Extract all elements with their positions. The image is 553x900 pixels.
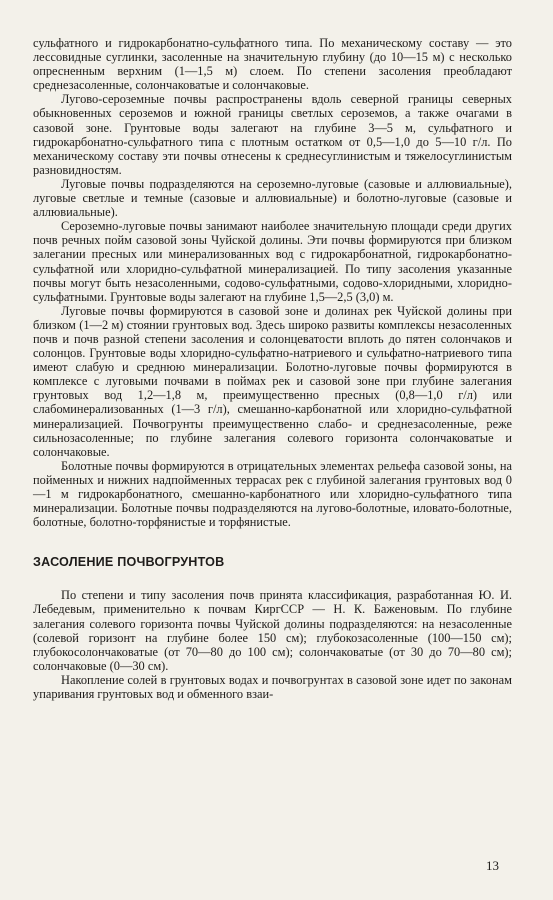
paragraph-bolotnye: Болотные почвы формируются в отрицательных элементах рельефа сазовой зоны, на пойменных и нижних надпойменных террасах рек с глубиной залегания грунтовых вод 0—1 м гидрокарбонатного, смешанно-карбонатного или хлоридно-сульфатного типа минерализации. Болотные почвы подразделяются на лугово-болотные, иловато-болотные, болотные, болотно-торфянистые и торфянистые. — [33, 458, 512, 530]
paragraph-continuation: сульфатного и гидрокарбонатно-сульфатного типа. По механическому составу — это лессовидные суглинки, засоленные на значительную глубину (до 10—15 м) с несколько опресненным верхним (1—1,5 м) слоем. По степени засоления преобладают среднезасоленные, солончаковатые и солончаковые. — [33, 36, 512, 93]
paragraph-lugovo-serozemnye: Лугово-сероземные почвы распространены вдоль северной границы северных обыкновенных сероземов и южной границы светлых сероземов, а также очагами в сазовой зоне. Грунтовые воды залегают на глубине 3—5 м, сульфатного и гидрокарбонатно-сульфатного типа с плотным остатком от 0,5—1,0 до 5—10 г/л. По механическому составу эти почвы отнесены к среднесуглинистым и тяжелосуглинистым разновидностям. — [33, 92, 512, 177]
body-text — [33, 36, 512, 701]
paragraph-classification: По степени и типу засоления почв принята классификация, разработанная Ю. И. Лебедевым, применительно к почвам КиргССР — Н. К. Баженовым. По глубине залегания солевого горизонта почвы Чуйской долины подразделяются: на незасоленные (солевой горизонт на глубине более 150 см); глубокозасоленные (100—150 см); глубокосолончаковатые (от 70—80 до 100 см); солончаковатые (от 30 до 70—80 см); солончаковые (0—30 см). — [33, 588, 512, 673]
paragraph-lugovye-formation: Луговые почвы формируются в сазовой зоне и долинах рек Чуйской долины при близком (1—2 м) стоянии грунтовых вод. Здесь широко развиты комплексы незасоленных почв и почв разной степени засоления и солонцеватости вплоть до пятен солончаков и солонцов. Грунтовые воды хлоридно-сульфатно-натриевого и сульфатно-натриевого типа имеют слабую и среднюю минерализации. Болотно-луговые почвы формируются в комплексе с луговыми почвами в поймах рек и сазовой зоне при глубине залегания грунтовых вод 1,2—1,8 м, преимущественно пресных (0,8—1,0 г/л) или слабоминерализованных (1—3 г/л), смешанно-карбонатной или хлоридно-сульфатной минерализацией. Почвогрунты преимущественно слабо- и среднезасоленные, реже сильнозасоленные; по глубине залегания солевого горизонта солончаковатые и солончаковые. — [33, 303, 512, 459]
paragraph-salt-accumulation: Накопление солей в грунтовых водах и почвогрунтах в сазовой зоне идет по законам упаривания грунтовых вод и обменного взаи- — [33, 672, 512, 702]
paragraph-serozemno-lugovye: Сероземно-луговые почвы занимают наиболее значительную площади среди других почв речных пойм сазовой зоны Чуйской долины. Эти почвы формируются при близком залегании пресных или минерализованных вод с гидрокарбонатной, гидрокарбонатно-сульфатной или хлоридно-сульфатной минерализацией. По типу засоления указанные почвы могут быть незасоленными, содово-сульфатными, содово-хлоридными, хлоридно-сульфатными. Грунтовые воды залегают на глубине 1,5—2,5 (3,0) м. — [33, 219, 512, 304]
paragraph-lugovye: Луговые почвы подразделяются на сероземно-луговые (сазовые и аллювиальные), луговые светлые и темные (сазовые и аллювиальные) и болотно-луговые (сазовые и аллювиальные). — [33, 176, 512, 220]
page-number: 13 — [486, 858, 499, 873]
section-heading: ЗАСОЛЕНИЕ ПОЧВОГРУНТОВ — [33, 555, 225, 570]
